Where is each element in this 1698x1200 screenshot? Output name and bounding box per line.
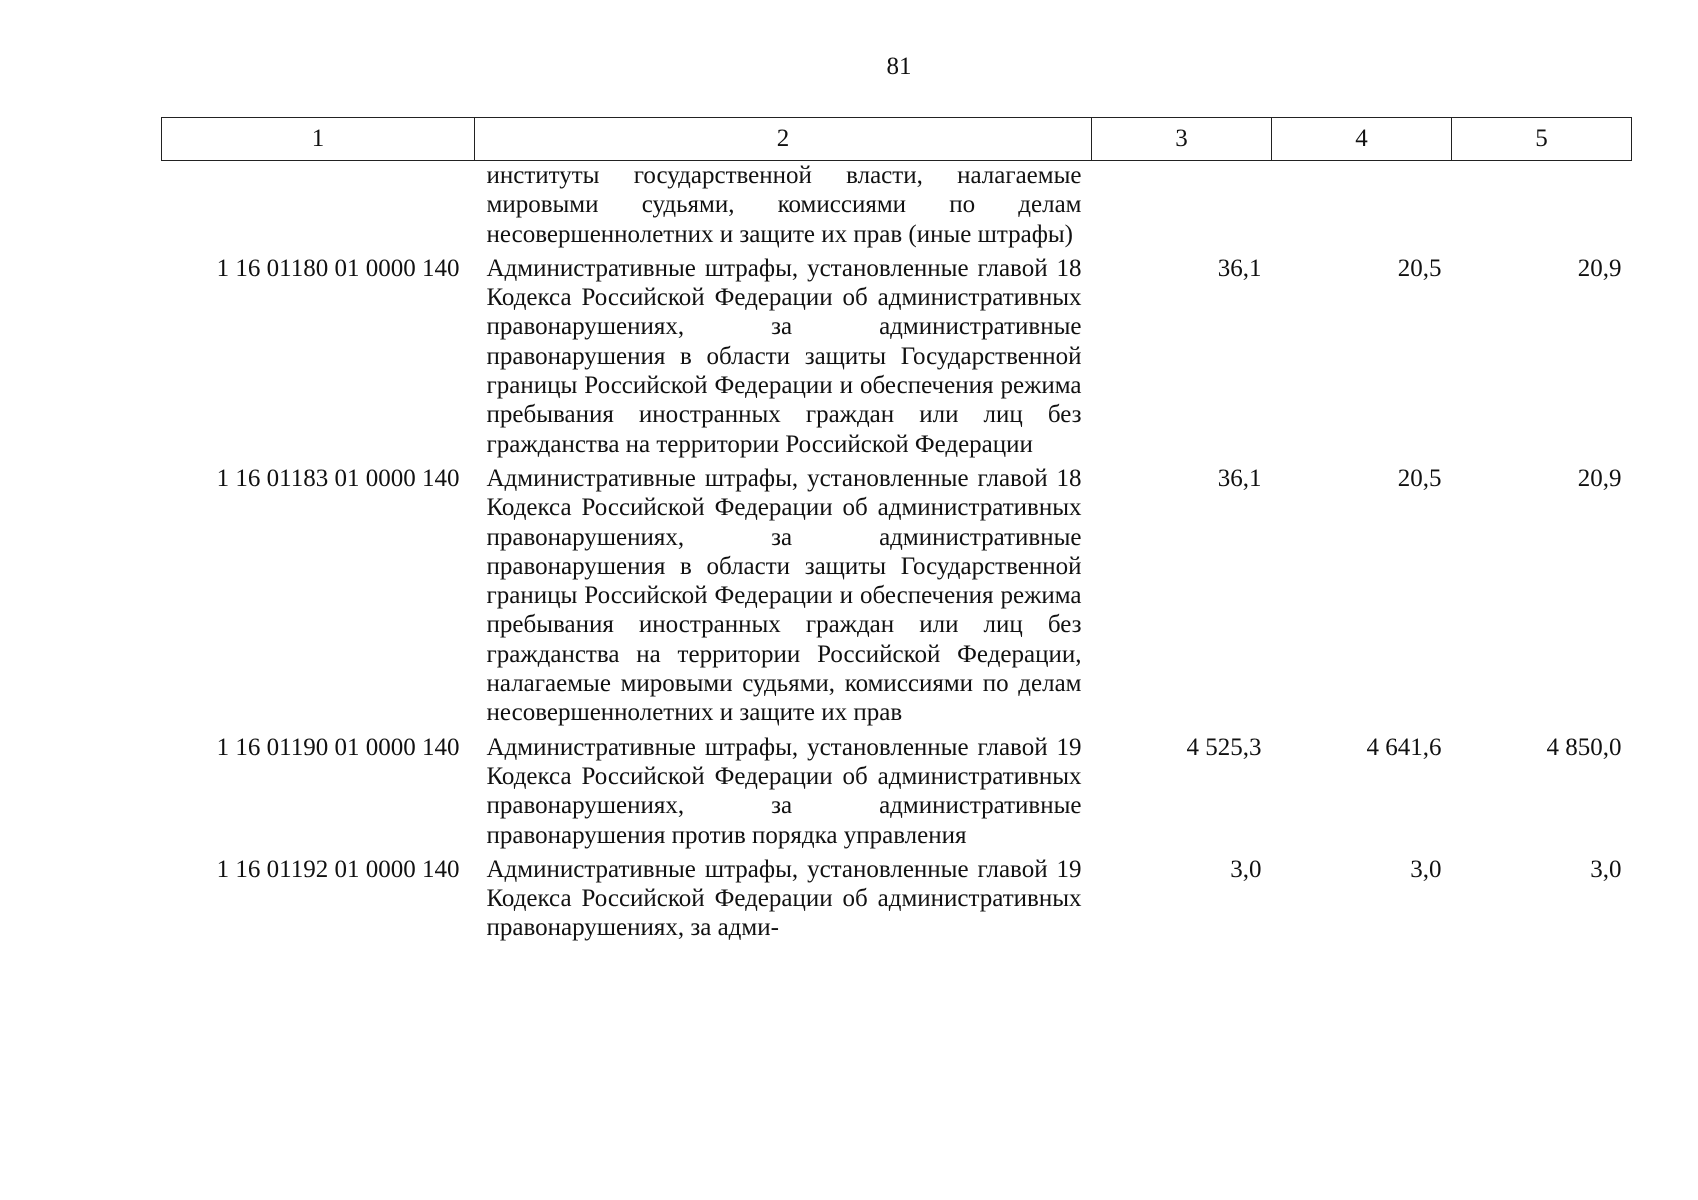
continuation-code-cell: [162, 161, 475, 254]
row-value-col-4: 3,0: [1410, 855, 1442, 883]
row-code: 1 16 01183 01 0000 140: [216, 464, 460, 492]
header-col-1: 1: [162, 118, 475, 161]
row-value-col-5: 3,0: [1590, 855, 1622, 883]
table-row: [162, 733, 1632, 855]
row-value-col-3: 3,0: [1230, 855, 1262, 883]
row-value-col-5: 20,9: [1577, 254, 1622, 282]
row-code: 1 16 01190 01 0000 140: [216, 733, 460, 761]
row-value-col-5: 20,9: [1577, 464, 1622, 492]
continuation-col-3: [1092, 161, 1272, 254]
header-col-5: 5: [1452, 118, 1632, 161]
table-header: [162, 118, 1632, 161]
header-col-4: 4: [1272, 118, 1452, 161]
row-value-col-3: 4 525,3: [1186, 733, 1262, 761]
row-value-col-4: 20,5: [1397, 254, 1442, 282]
row-code: 1 16 01180 01 0000 140: [216, 254, 460, 282]
row-value-col-3: 36,1: [1217, 254, 1262, 282]
row-value-col-5: 4 850,0: [1546, 733, 1622, 761]
row-value-col-4: 4 641,6: [1366, 733, 1442, 761]
revenue-table: [161, 117, 1632, 948]
page-number: 81: [886, 53, 912, 80]
row-value-col-4: 20,5: [1397, 464, 1442, 492]
row-description: Административные штрафы, установленные главой 18 Кодекса Российской Федерации об административных правонарушениях, за административные правонарушения в области защиты Государственной границы Российской Федерации и обеспечения режима пребывания иностранных граждан или лиц без гражданства на территории Российской Федерации: [486, 254, 1082, 458]
header-row: [162, 118, 1632, 161]
row-code: 1 16 01192 01 0000 140: [216, 855, 460, 883]
row-description: Административные штрафы, установленные главой 18 Кодекса Российской Федерации об административных правонарушениях, за административные правонарушения в области защиты Государственной границы Российской Федерации и обеспечения режима пребывания иностранных граждан или лиц без гражданства на территории Российской Федерации, налагаемые мировыми судьями, комиссиями по делам несовершеннолетних и защите их прав: [486, 464, 1082, 727]
continuation-row: [162, 161, 1632, 254]
row-value-col-3: 36,1: [1217, 464, 1262, 492]
continuation-col-4: [1272, 161, 1452, 254]
table-row: [162, 464, 1632, 733]
table-row: [162, 254, 1632, 464]
row-description: Административные штрафы, установленные главой 19 Кодекса Российской Федерации об административных правонарушениях, за административные правонарушения против порядка управления: [486, 733, 1082, 849]
header-col-3: 3: [1092, 118, 1272, 161]
row-description: Административные штрафы, установленные главой 19 Кодекса Российской Федерации об административных правонарушениях, за адми-: [486, 855, 1082, 942]
table-body: [162, 161, 1632, 948]
continuation-description: институты государственной власти, налагаемые мировыми судьями, комиссиями по делам несовершеннолетних и защите их прав (иные штрафы): [486, 162, 1082, 248]
table-row: [162, 855, 1632, 948]
header-col-2: 2: [475, 118, 1092, 161]
continuation-col-5: [1452, 161, 1632, 254]
